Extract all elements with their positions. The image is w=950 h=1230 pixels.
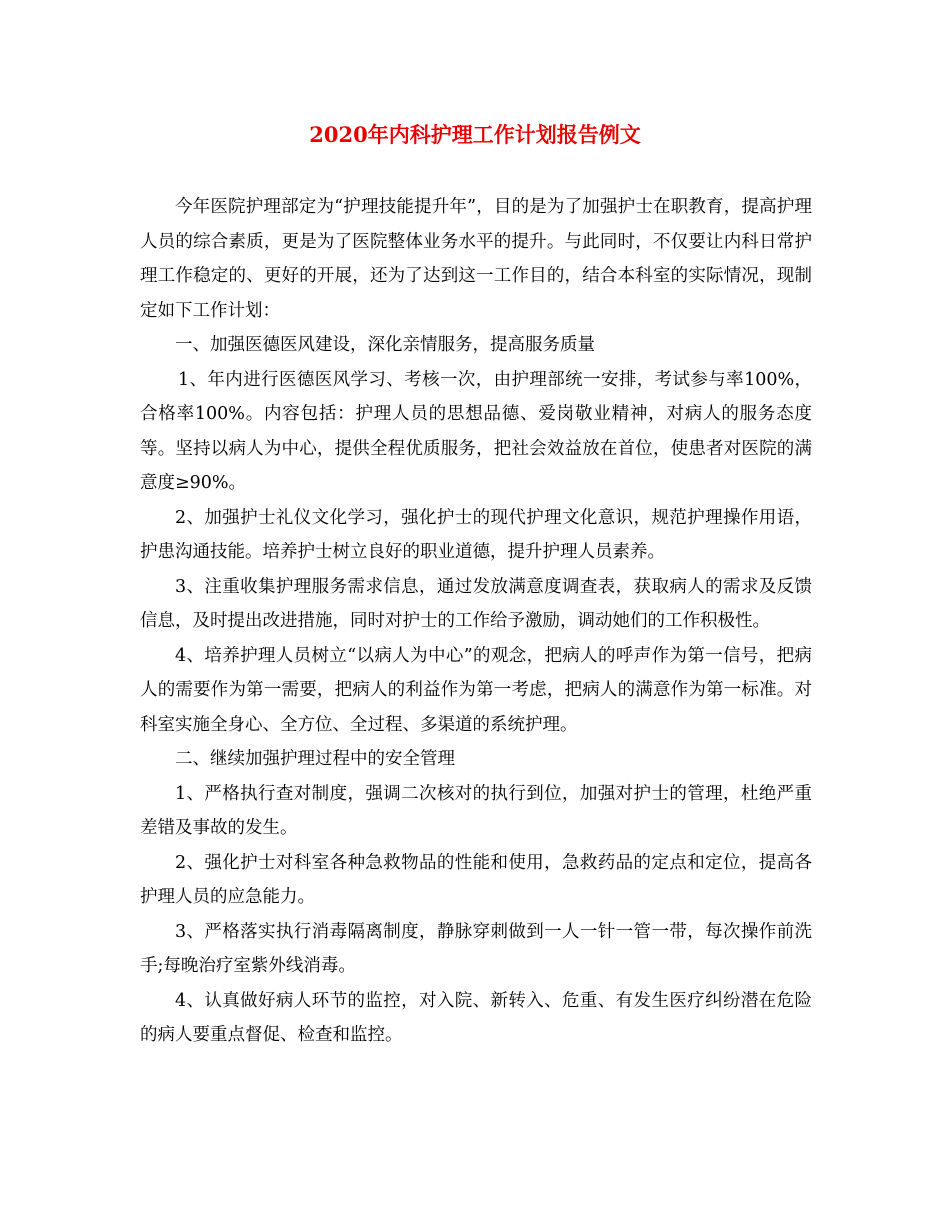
section-1-item-3: 3、注重收集护理服务需求信息，通过发放满意度调查表，获取病人的需求及反馈信息，及时提出改进措施，同时对护士的工作给予激励，调动她们的工作积极性。 bbox=[140, 576, 812, 631]
document-title: 2020年内科护理工作计划报告例文 bbox=[309, 122, 641, 147]
section-1-item-4: 4、培养护理人员树立“以病人为中心”的观念，把病人的呼声作为第一信号，把病人的需要作为第一需要，把病人的利益作为第一考虑，把病人的满意作为第一标准。对科室实施全身心、全方位、全过程、多渠道的系统护理。 bbox=[140, 645, 812, 735]
section-heading-2: 二、继续加强护理过程中的安全管理 bbox=[175, 749, 455, 769]
section-2-item-4: 4、认真做好病人环节的监控，对入院、新转入、危重、有发生医疗纠纷潜在危险的病人要重点督促、检查和监控。 bbox=[140, 990, 812, 1045]
section-heading-1: 一、加强医德医风建设，深化亲情服务，提高服务质量 bbox=[175, 335, 595, 355]
section-2-item-1: 1、严格执行查对制度，强调二次核对的执行到位，加强对护士的管理，杜绝严重差错及事故的发生。 bbox=[140, 783, 812, 838]
section-2-item-2: 2、强化护士对科室各种急救物品的性能和使用，急救药品的定点和定位，提高各护理人员的应急能力。 bbox=[140, 852, 812, 907]
section-1-item-2: 2、加强护士礼仪文化学习，强化护士的现代护理文化意识，规范护理操作用语，护患沟通技能。培养护士树立良好的职业道德，提升护理人员素养。 bbox=[140, 507, 812, 562]
intro-paragraph: 今年医院护理部定为“护理技能提升年”，目的是为了加强护士在职教育，提高护理人员的综合素质，更是为了医院整体业务水平的提升。与此同时，不仅要让内科日常护理工作稳定的、更好的开展，还为了达到这一工作目的，结合本科室的实际情况，现制定如下工作计划： bbox=[140, 197, 812, 321]
section-2-item-3: 3、严格落实执行消毒隔离制度，静脉穿刺做到一人一针一管一带，每次操作前洗手;每晚治疗室紫外线消毒。 bbox=[140, 921, 812, 976]
document-body bbox=[140, 190, 812, 1053]
section-1-item-1: 1、年内进行医德医风学习、考核一次，由护理部统一安排，考试参与率100%，合格率100%。内容包括：护理人员的思想品德、爱岗敬业精神，对病人的服务态度等。坚持以病人为中心，提供全程优质服务，把社会效益放在首位，使患者对医院的满意度≥90%。 bbox=[140, 369, 812, 493]
